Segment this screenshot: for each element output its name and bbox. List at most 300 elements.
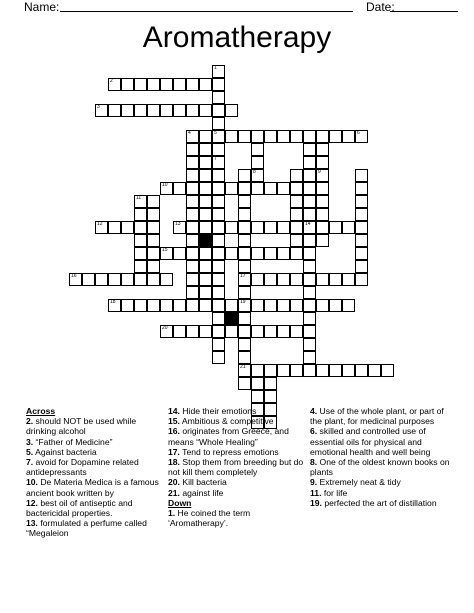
grid-cell[interactable] bbox=[303, 338, 316, 351]
grid-cell[interactable] bbox=[186, 325, 199, 338]
grid-cell[interactable] bbox=[238, 130, 251, 143]
clue-text: Ambitious & competitive bbox=[179, 416, 274, 427]
grid-cell[interactable] bbox=[199, 260, 212, 273]
clues-column-3 bbox=[310, 406, 450, 508]
clue-number: 6. bbox=[310, 426, 318, 437]
grid-cell[interactable] bbox=[199, 208, 212, 221]
grid-cell[interactable] bbox=[121, 78, 134, 91]
grid-cell[interactable] bbox=[303, 130, 316, 143]
clue-number: 8. bbox=[310, 457, 318, 468]
clue-item bbox=[26, 518, 164, 538]
grid-cell[interactable] bbox=[225, 299, 238, 312]
grid-cell[interactable] bbox=[186, 221, 199, 234]
grid-cell[interactable] bbox=[251, 299, 264, 312]
grid-cell[interactable] bbox=[251, 169, 264, 182]
grid-cell[interactable] bbox=[264, 247, 277, 260]
clue-text: best oil of antiseptic and bactericidal properties. bbox=[26, 497, 133, 519]
grid-cell[interactable] bbox=[329, 273, 342, 286]
grid-cell[interactable] bbox=[355, 130, 368, 143]
grid-cell[interactable] bbox=[225, 104, 238, 117]
grid-cell[interactable] bbox=[355, 195, 368, 208]
clue-number: 4. bbox=[310, 406, 318, 416]
clue-text: Hide their emotions bbox=[179, 406, 257, 416]
grid-cell[interactable] bbox=[186, 208, 199, 221]
grid-cell[interactable] bbox=[121, 221, 134, 234]
grid-cell[interactable] bbox=[212, 208, 225, 221]
grid-cell[interactable] bbox=[69, 273, 82, 286]
grid-cell[interactable] bbox=[238, 325, 251, 338]
grid-cell[interactable] bbox=[329, 299, 342, 312]
grid-cell[interactable] bbox=[186, 260, 199, 273]
across-heading: Across bbox=[26, 406, 56, 416]
grid-cell[interactable] bbox=[238, 247, 251, 260]
grid-cell[interactable] bbox=[264, 130, 277, 143]
grid-cell[interactable] bbox=[212, 351, 225, 364]
clue-item bbox=[310, 426, 450, 457]
grid-cell[interactable] bbox=[199, 195, 212, 208]
grid-cell[interactable] bbox=[264, 221, 277, 234]
grid-cell[interactable] bbox=[238, 260, 251, 273]
grid-cell[interactable] bbox=[199, 221, 212, 234]
grid-cell[interactable] bbox=[342, 130, 355, 143]
grid-cell[interactable] bbox=[264, 182, 277, 195]
grid-cell[interactable] bbox=[264, 364, 277, 377]
grid-cell[interactable] bbox=[290, 208, 303, 221]
grid-cell[interactable] bbox=[173, 299, 186, 312]
grid-cell[interactable] bbox=[212, 273, 225, 286]
grid-cell[interactable] bbox=[303, 169, 316, 182]
grid-cell[interactable] bbox=[238, 286, 251, 299]
grid-cell[interactable] bbox=[264, 273, 277, 286]
grid-cell[interactable] bbox=[316, 364, 329, 377]
grid-cell[interactable] bbox=[238, 234, 251, 247]
black-square bbox=[199, 234, 212, 247]
grid-cell[interactable] bbox=[238, 273, 251, 286]
grid-cell[interactable] bbox=[381, 364, 394, 377]
grid-cell[interactable] bbox=[134, 208, 147, 221]
grid-cell[interactable] bbox=[147, 208, 160, 221]
clue-text: Use of the whole plant, or part of the plant, for medicinal purposes bbox=[310, 406, 444, 427]
clue-text: He coined the term ‘Aromatherapy’. bbox=[168, 508, 251, 529]
grid-cell[interactable] bbox=[173, 221, 186, 234]
grid-cell[interactable] bbox=[251, 130, 264, 143]
cell-number: 21 bbox=[240, 364, 246, 370]
grid-cell[interactable] bbox=[147, 195, 160, 208]
grid-cell[interactable] bbox=[212, 312, 225, 325]
grid-cell[interactable] bbox=[277, 182, 290, 195]
down-heading: Down bbox=[168, 497, 192, 508]
clue-item bbox=[310, 406, 450, 426]
grid-cell[interactable] bbox=[199, 169, 212, 182]
grid-cell[interactable] bbox=[173, 104, 186, 117]
grid-cell[interactable] bbox=[290, 221, 303, 234]
cell-number: 13 bbox=[175, 221, 181, 227]
grid-cell[interactable] bbox=[329, 221, 342, 234]
grid-cell[interactable] bbox=[277, 130, 290, 143]
grid-cell[interactable] bbox=[303, 325, 316, 338]
grid-cell[interactable] bbox=[212, 104, 225, 117]
grid-cell[interactable] bbox=[303, 351, 316, 364]
grid-cell[interactable] bbox=[251, 325, 264, 338]
grid-cell[interactable] bbox=[95, 221, 108, 234]
grid-cell[interactable] bbox=[316, 195, 329, 208]
grid-cell[interactable] bbox=[186, 273, 199, 286]
grid-cell[interactable] bbox=[212, 338, 225, 351]
grid-cell[interactable] bbox=[212, 260, 225, 273]
cell-number: 19 bbox=[240, 299, 246, 305]
grid-cell[interactable] bbox=[251, 273, 264, 286]
grid-cell[interactable] bbox=[342, 273, 355, 286]
grid-cell[interactable] bbox=[134, 299, 147, 312]
black-square bbox=[225, 312, 238, 325]
grid-cell[interactable] bbox=[212, 169, 225, 182]
grid-cell[interactable] bbox=[303, 299, 316, 312]
clue-text: formulated a perfume called “Megaleion bbox=[26, 518, 147, 539]
grid-cell[interactable] bbox=[355, 260, 368, 273]
grid-cell[interactable] bbox=[238, 377, 251, 390]
grid-cell[interactable] bbox=[134, 234, 147, 247]
clue-item bbox=[168, 508, 306, 528]
grid-cell[interactable] bbox=[316, 234, 329, 247]
clue-text: perfected the art of distillation bbox=[321, 497, 437, 508]
date-label: Date: bbox=[366, 0, 395, 14]
clue-number: 15. bbox=[168, 416, 180, 427]
grid-cell[interactable] bbox=[238, 169, 251, 182]
grid-cell[interactable] bbox=[355, 221, 368, 234]
clue-number: 13. bbox=[26, 518, 38, 529]
grid-cell[interactable] bbox=[147, 299, 160, 312]
clue-item bbox=[26, 447, 164, 457]
clue-item bbox=[168, 416, 306, 426]
grid-cell[interactable] bbox=[134, 104, 147, 117]
grid-cell[interactable] bbox=[290, 182, 303, 195]
grid-cell[interactable] bbox=[212, 247, 225, 260]
grid-cell[interactable] bbox=[225, 182, 238, 195]
grid-cell[interactable] bbox=[277, 221, 290, 234]
grid-cell[interactable] bbox=[290, 169, 303, 182]
clue-text: skilled and controlled use of essential oils for physical and emotional health and well being bbox=[310, 426, 431, 457]
grid-cell[interactable] bbox=[303, 143, 316, 156]
grid-cell[interactable] bbox=[199, 325, 212, 338]
clue-text: Tend to repress emotions bbox=[179, 446, 279, 457]
grid-cell[interactable] bbox=[329, 130, 342, 143]
grid-cell[interactable] bbox=[212, 156, 225, 169]
grid-cell[interactable] bbox=[199, 286, 212, 299]
cell-number: 3 bbox=[97, 104, 100, 110]
grid-cell[interactable] bbox=[95, 104, 108, 117]
grid-cell[interactable] bbox=[355, 169, 368, 182]
grid-cell[interactable] bbox=[290, 273, 303, 286]
grid-cell[interactable] bbox=[303, 247, 316, 260]
grid-cell[interactable] bbox=[134, 78, 147, 91]
grid-cell[interactable] bbox=[238, 208, 251, 221]
grid-cell[interactable] bbox=[186, 156, 199, 169]
grid-cell[interactable] bbox=[134, 221, 147, 234]
grid-cell[interactable] bbox=[264, 377, 277, 390]
clue-number: 19. bbox=[310, 497, 322, 508]
grid-cell[interactable] bbox=[199, 273, 212, 286]
grid-cell[interactable] bbox=[134, 260, 147, 273]
grid-cell[interactable] bbox=[238, 195, 251, 208]
grid-cell[interactable] bbox=[277, 273, 290, 286]
grid-cell[interactable] bbox=[290, 299, 303, 312]
grid-cell[interactable] bbox=[108, 104, 121, 117]
grid-cell[interactable] bbox=[160, 273, 173, 286]
grid-cell[interactable] bbox=[225, 130, 238, 143]
grid-cell[interactable] bbox=[186, 195, 199, 208]
clue-item bbox=[168, 447, 306, 457]
clue-number: 21. bbox=[168, 487, 180, 498]
grid-cell[interactable] bbox=[212, 91, 225, 104]
clues-column-1 bbox=[26, 406, 164, 539]
clue-item bbox=[168, 477, 306, 487]
clue-number: 20. bbox=[168, 477, 180, 488]
grid-cell[interactable] bbox=[355, 182, 368, 195]
grid-cell[interactable] bbox=[251, 390, 264, 403]
clue-item bbox=[310, 477, 450, 487]
grid-cell[interactable] bbox=[355, 364, 368, 377]
grid-cell[interactable] bbox=[238, 182, 251, 195]
grid-cell[interactable] bbox=[147, 104, 160, 117]
grid-cell[interactable] bbox=[160, 182, 173, 195]
grid-cell[interactable] bbox=[303, 182, 316, 195]
grid-cell[interactable] bbox=[108, 299, 121, 312]
grid-cell[interactable] bbox=[212, 325, 225, 338]
grid-cell[interactable] bbox=[303, 312, 316, 325]
grid-cell[interactable] bbox=[147, 221, 160, 234]
grid-cell[interactable] bbox=[303, 221, 316, 234]
grid-cell[interactable] bbox=[303, 234, 316, 247]
grid-cell[interactable] bbox=[108, 273, 121, 286]
clue-number: 16. bbox=[168, 426, 180, 437]
clue-text: Kill bacteria bbox=[179, 477, 227, 488]
clue-number: 18. bbox=[168, 457, 180, 468]
grid-cell[interactable] bbox=[342, 221, 355, 234]
grid-cell[interactable] bbox=[173, 182, 186, 195]
grid-cell[interactable] bbox=[303, 195, 316, 208]
grid-cell[interactable] bbox=[264, 390, 277, 403]
grid-cell[interactable] bbox=[355, 208, 368, 221]
clue-number: 11. bbox=[310, 487, 322, 498]
grid-cell[interactable] bbox=[316, 130, 329, 143]
cell-number: 1 bbox=[214, 65, 217, 71]
grid-cell[interactable] bbox=[225, 221, 238, 234]
grid-cell[interactable] bbox=[199, 104, 212, 117]
grid-cell[interactable] bbox=[303, 208, 316, 221]
clue-text: avoid for Dopamine related antidepressants bbox=[26, 457, 139, 478]
grid-cell[interactable] bbox=[316, 299, 329, 312]
cell-number: 8 bbox=[253, 169, 256, 175]
grid-cell[interactable] bbox=[238, 312, 251, 325]
grid-cell[interactable] bbox=[303, 286, 316, 299]
grid-cell[interactable] bbox=[251, 156, 264, 169]
clue-item bbox=[26, 498, 164, 518]
clue-item bbox=[310, 498, 450, 508]
grid-cell[interactable] bbox=[290, 195, 303, 208]
grid-cell[interactable] bbox=[186, 143, 199, 156]
grid-cell[interactable] bbox=[238, 351, 251, 364]
clue-number: 1. bbox=[168, 508, 176, 519]
grid-cell[interactable] bbox=[199, 156, 212, 169]
grid-cell[interactable] bbox=[134, 195, 147, 208]
grid-cell[interactable] bbox=[173, 78, 186, 91]
grid-cell[interactable] bbox=[290, 325, 303, 338]
clue-item bbox=[168, 426, 306, 446]
grid-cell[interactable] bbox=[355, 247, 368, 260]
grid-cell[interactable] bbox=[342, 364, 355, 377]
clue-item bbox=[26, 457, 164, 477]
grid-cell[interactable] bbox=[212, 221, 225, 234]
grid-cell[interactable] bbox=[212, 78, 225, 91]
grid-cell[interactable] bbox=[316, 273, 329, 286]
clue-number: 5. bbox=[26, 446, 34, 457]
cell-number: 17 bbox=[240, 273, 246, 279]
grid-cell[interactable] bbox=[199, 247, 212, 260]
grid-cell[interactable] bbox=[251, 143, 264, 156]
grid-cell[interactable] bbox=[147, 234, 160, 247]
grid-cell[interactable] bbox=[251, 377, 264, 390]
grid-cell[interactable] bbox=[238, 299, 251, 312]
grid-cell[interactable] bbox=[290, 364, 303, 377]
clue-text: One of the oldest known books on plants bbox=[310, 457, 450, 478]
clue-text: Against bacteria bbox=[33, 446, 97, 457]
cell-number: 15 bbox=[162, 247, 168, 253]
cell-number: 2 bbox=[110, 78, 113, 84]
grid-cell[interactable] bbox=[134, 247, 147, 260]
grid-cell[interactable] bbox=[160, 247, 173, 260]
cell-number: 10 bbox=[162, 182, 168, 188]
clue-text: should NOT be used while drinking alcohol bbox=[26, 416, 137, 437]
grid-cell[interactable] bbox=[303, 273, 316, 286]
grid-cell[interactable] bbox=[316, 221, 329, 234]
grid-cell[interactable] bbox=[251, 247, 264, 260]
grid-cell[interactable] bbox=[199, 299, 212, 312]
grid-cell[interactable] bbox=[342, 299, 355, 312]
grid-cell[interactable] bbox=[212, 195, 225, 208]
grid-cell[interactable] bbox=[316, 156, 329, 169]
grid-cell[interactable] bbox=[212, 130, 225, 143]
grid-cell[interactable] bbox=[316, 182, 329, 195]
grid-cell[interactable] bbox=[329, 364, 342, 377]
grid-cell[interactable] bbox=[173, 247, 186, 260]
grid-cell[interactable] bbox=[199, 130, 212, 143]
grid-cell[interactable] bbox=[186, 78, 199, 91]
grid-cell[interactable] bbox=[225, 247, 238, 260]
grid-cell[interactable] bbox=[186, 169, 199, 182]
grid-cell[interactable] bbox=[277, 299, 290, 312]
grid-cell[interactable] bbox=[212, 143, 225, 156]
grid-cell[interactable] bbox=[160, 325, 173, 338]
grid-cell[interactable] bbox=[147, 78, 160, 91]
grid-cell[interactable] bbox=[212, 65, 225, 78]
grid-cell[interactable] bbox=[82, 273, 95, 286]
grid-cell[interactable] bbox=[160, 104, 173, 117]
clue-text: “Father of Medicine” bbox=[33, 436, 113, 447]
grid-cell[interactable] bbox=[238, 338, 251, 351]
grid-cell[interactable] bbox=[147, 260, 160, 273]
grid-cell[interactable] bbox=[121, 104, 134, 117]
grid-cell[interactable] bbox=[303, 364, 316, 377]
clue-item bbox=[26, 416, 164, 436]
grid-cell[interactable] bbox=[212, 182, 225, 195]
grid-cell[interactable] bbox=[108, 221, 121, 234]
clue-item bbox=[310, 457, 450, 477]
grid-cell[interactable] bbox=[199, 143, 212, 156]
clue-text: De Materia Medica is a famous ancient book written by bbox=[26, 477, 159, 498]
grid-cell[interactable] bbox=[186, 234, 199, 247]
grid-cell[interactable] bbox=[121, 273, 134, 286]
clue-number: 17. bbox=[168, 446, 180, 457]
grid-cell[interactable] bbox=[160, 78, 173, 91]
grid-cell[interactable] bbox=[212, 299, 225, 312]
grid-cell[interactable] bbox=[251, 364, 264, 377]
grid-cell[interactable] bbox=[264, 299, 277, 312]
puzzle-title: Aromatherapy bbox=[142, 21, 332, 54]
grid-cell[interactable] bbox=[95, 273, 108, 286]
clues-column-2 bbox=[168, 406, 306, 528]
grid-cell[interactable] bbox=[303, 156, 316, 169]
grid-cell[interactable] bbox=[212, 286, 225, 299]
grid-cell[interactable] bbox=[212, 234, 225, 247]
cell-number: 14 bbox=[305, 221, 311, 227]
grid-cell[interactable] bbox=[173, 325, 186, 338]
grid-cell[interactable] bbox=[277, 325, 290, 338]
grid-cell[interactable] bbox=[277, 364, 290, 377]
grid-cell[interactable] bbox=[238, 364, 251, 377]
grid-cell[interactable] bbox=[186, 247, 199, 260]
grid-cell[interactable] bbox=[186, 299, 199, 312]
grid-cell[interactable] bbox=[134, 273, 147, 286]
cell-number: 6 bbox=[357, 130, 360, 136]
grid-cell[interactable] bbox=[303, 260, 316, 273]
cell-number: 4 bbox=[188, 130, 191, 136]
cell-number: 11 bbox=[136, 195, 142, 201]
grid-cell[interactable] bbox=[316, 208, 329, 221]
grid-cell[interactable] bbox=[290, 130, 303, 143]
grid-cell[interactable] bbox=[186, 182, 199, 195]
grid-cell[interactable] bbox=[238, 221, 251, 234]
clue-item bbox=[168, 406, 306, 416]
grid-cell[interactable] bbox=[368, 364, 381, 377]
grid-cell[interactable] bbox=[212, 117, 225, 130]
grid-cell[interactable] bbox=[186, 130, 199, 143]
grid-cell[interactable] bbox=[316, 169, 329, 182]
grid-cell[interactable] bbox=[160, 299, 173, 312]
grid-cell[interactable] bbox=[251, 182, 264, 195]
grid-cell[interactable] bbox=[290, 234, 303, 247]
grid-cell[interactable] bbox=[251, 221, 264, 234]
grid-cell[interactable] bbox=[186, 286, 199, 299]
grid-cell[interactable] bbox=[225, 325, 238, 338]
clue-number: 10. bbox=[26, 477, 38, 488]
name-label: Name: bbox=[24, 0, 60, 14]
grid-cell[interactable] bbox=[199, 78, 212, 91]
grid-cell[interactable] bbox=[199, 182, 212, 195]
grid-cell[interactable] bbox=[121, 299, 134, 312]
clue-text: against life bbox=[179, 487, 224, 498]
grid-cell[interactable] bbox=[355, 234, 368, 247]
grid-cell[interactable] bbox=[290, 247, 303, 260]
cell-number: 5 bbox=[214, 130, 217, 136]
grid-cell[interactable] bbox=[355, 273, 368, 286]
grid-cell[interactable] bbox=[264, 325, 277, 338]
grid-cell[interactable] bbox=[108, 78, 121, 91]
grid-cell[interactable] bbox=[147, 247, 160, 260]
grid-cell[interactable] bbox=[147, 273, 160, 286]
grid-cell[interactable] bbox=[186, 104, 199, 117]
grid-cell[interactable] bbox=[316, 143, 329, 156]
grid-cell[interactable] bbox=[277, 247, 290, 260]
